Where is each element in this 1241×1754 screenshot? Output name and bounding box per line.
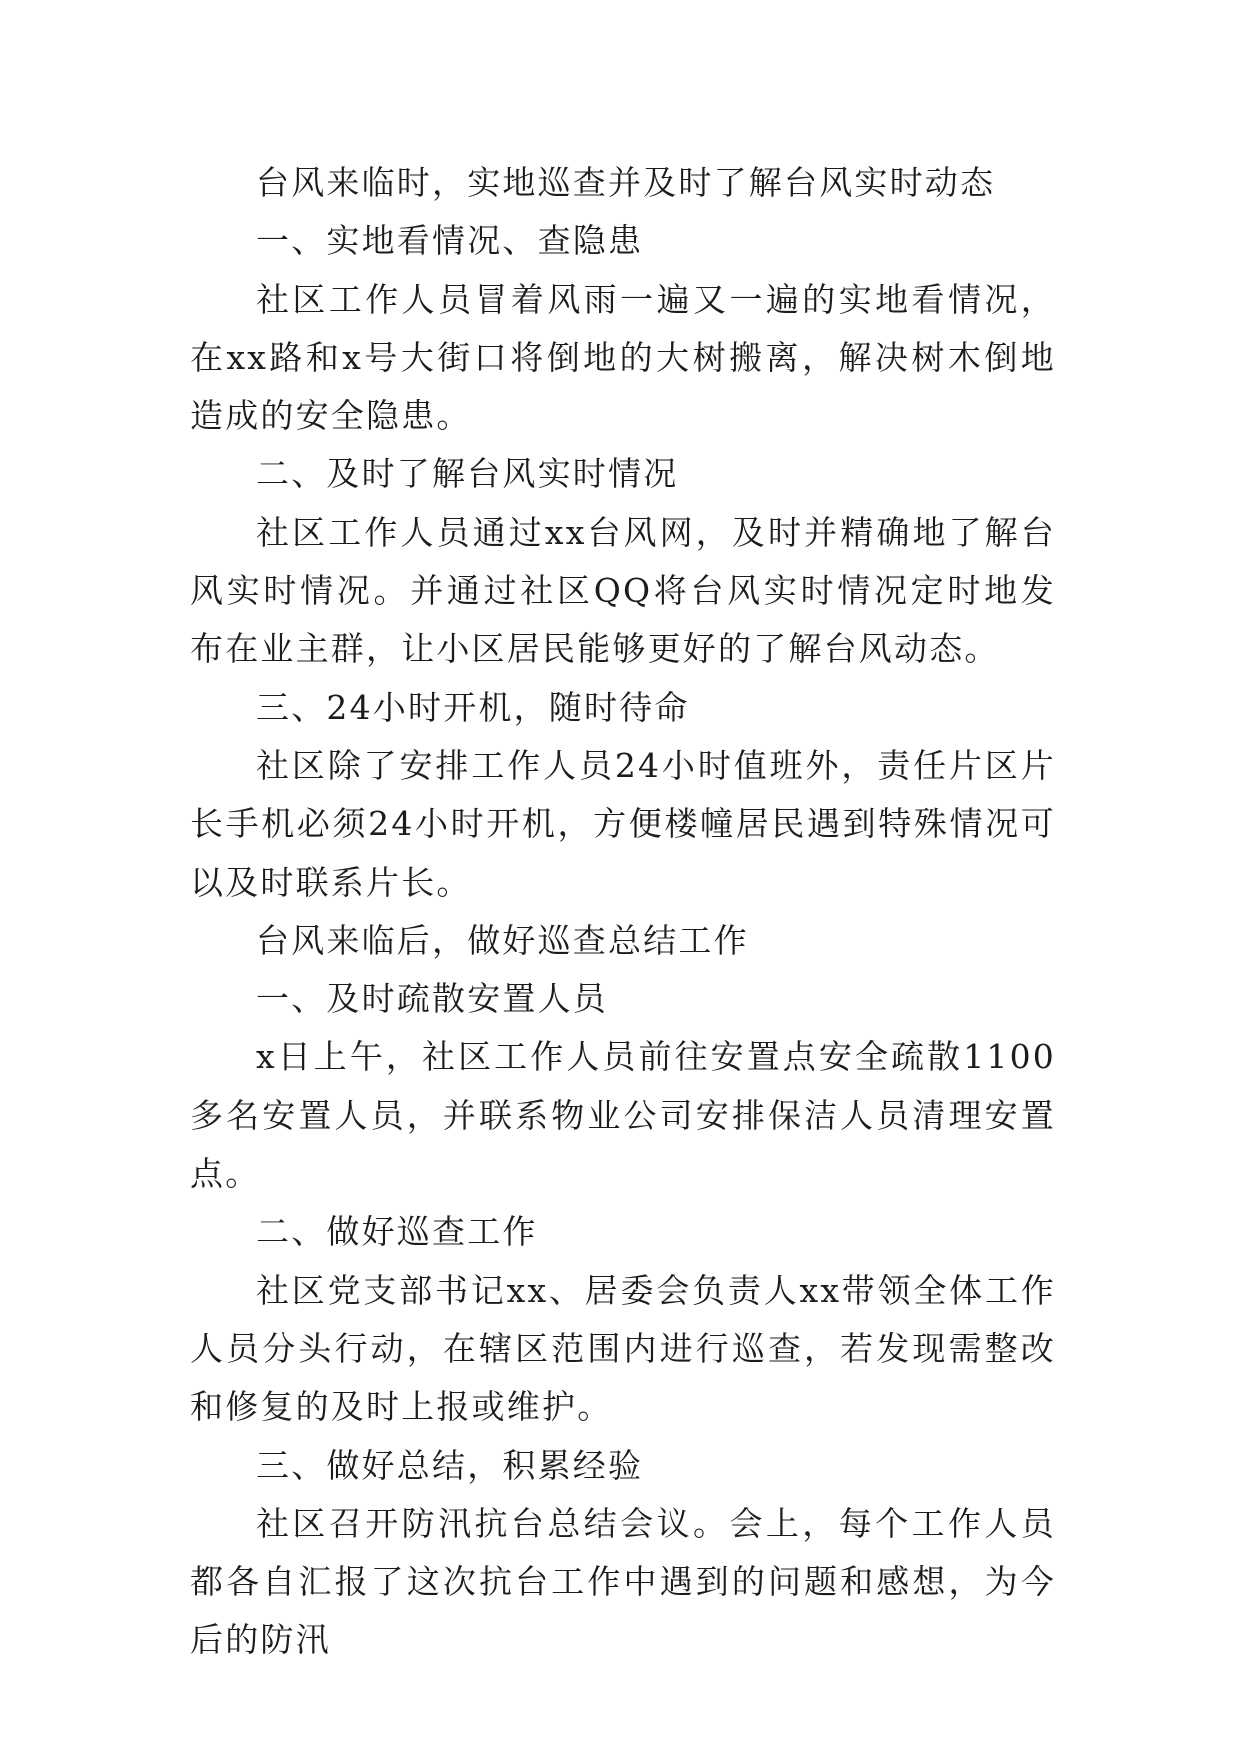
section-heading-during-typhoon: 台风来临时，实地巡查并及时了解台风实时动态 [256, 163, 996, 202]
paragraph-24h-standby: 社区除了安排工作人员24小时值班外，责任片区片长手机必须24小时开机，方便楼幢居民遇到特殊情况可以及时联系片长。 [190, 745, 1056, 902]
subheading-patrol-work: 二、做好巡查工作 [256, 1212, 538, 1252]
subheading-typhoon-updates: 二、及时了解台风实时情况 [256, 454, 679, 494]
paragraph-typhoon-updates: 社区工作人员通过xx台风网，及时并精确地了解台风实时情况。并通过社区QQ将台风实时情况定时地发布在业主群，让小区居民能够更好的了解台风动态。 [190, 512, 1056, 669]
document-body [190, 154, 1056, 1670]
paragraph-evacuate-residents: x日上午，社区工作人员前往安置点安全疏散1100多名安置人员，并联系物业公司安排保洁人员清理安置点。 [190, 1037, 1056, 1194]
paragraph-inspect-hazards: 社区工作人员冒着风雨一遍又一遍的实地看情况，在xx路和x号大街口将倒地的大树搬离，解决树木倒地造成的安全隐患。 [190, 279, 1056, 436]
subheading-24h-standby: 三、24小时开机，随时待命 [256, 687, 690, 727]
section-heading-after-typhoon: 台风来临后，做好巡查总结工作 [256, 920, 749, 960]
subheading-summary-experience: 三、做好总结，积累经验 [256, 1445, 644, 1485]
subheading-evacuate-residents: 一、及时疏散安置人员 [256, 979, 608, 1019]
subheading-inspect-hazards: 一、实地看情况、查隐患 [256, 221, 644, 261]
paragraph-patrol-work: 社区党支部书记xx、居委会负责人xx带领全体工作人员分头行动，在辖区范围内进行巡查，若发现需整改和修复的及时上报或维护。 [190, 1270, 1056, 1427]
paragraph-summary-experience: 社区召开防汛抗台总结会议。会上，每个工作人员都各自汇报了这次抗台工作中遇到的问题和感想，为今后的防汛 [190, 1503, 1056, 1660]
